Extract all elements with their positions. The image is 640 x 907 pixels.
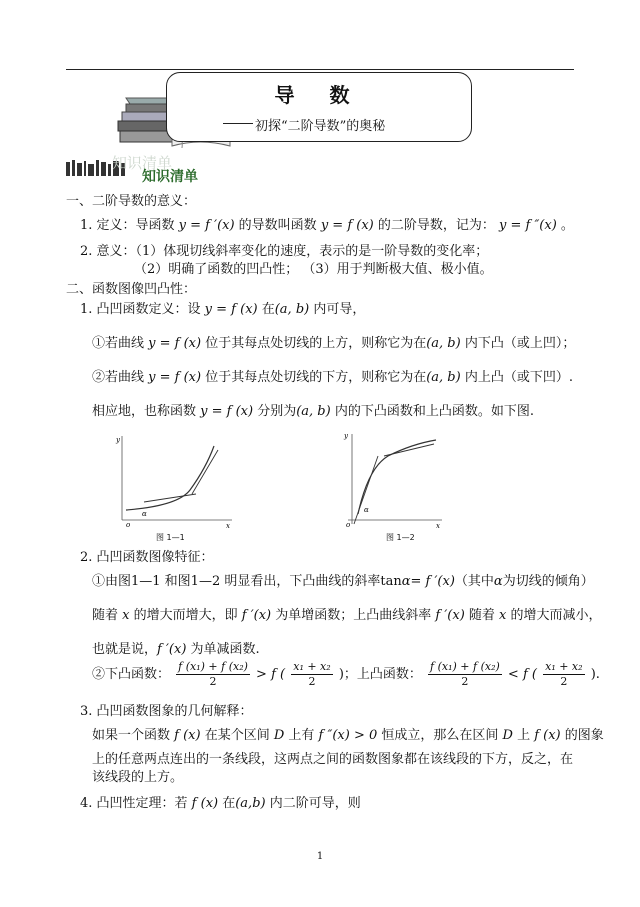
geometric-line-2: 上的任意两点连出的一条线段，这两点之间的函数图象都在该线段的下方，反之，在 (92, 752, 574, 767)
subtitle-dash (223, 123, 253, 124)
tangent-line-2 (192, 450, 218, 494)
figure-1-1 (108, 428, 238, 532)
fraction: $\frac{\text{f (x₁) + f (x₂)}}{2}$ (178, 660, 248, 688)
section-tag-label: 知识清单 (142, 169, 198, 185)
page-number: 1 (316, 851, 324, 862)
alpha-label: α (364, 506, 369, 514)
meaning-line-1: 2. 意义：（1）体现切线斜率变化的速度，表示的是一阶导数的变化率； (80, 244, 489, 259)
fraction: $\frac{\text{x₁ + x₂}}{2}$ (545, 660, 583, 688)
y-label: y (116, 436, 120, 444)
fraction: $\frac{\text{x₁ + x₂}}{2}$ (293, 660, 331, 688)
meaning-line-2: （2）明确了函数的凹凸性； （3）用于判断极大值、极小值。 (134, 262, 493, 277)
figure-1-2 (338, 428, 448, 532)
convex-def-c: 相应地，也称函数 y = f (x) 分别为(a, b) 内的下凸函数和上凸函数。如下图. (92, 404, 534, 419)
page-subtitle: 初探“二阶导数”的奥秘 (255, 119, 386, 134)
features-heading: 2. 凸凹函数图像特征： (80, 550, 214, 565)
heading-1: 一、二阶导数的意义： (66, 194, 197, 209)
x-label: x (436, 522, 440, 530)
theorem-line: 4. 凸凹性定理：若 f (x) 在(a,b) 内二阶可导，则 (80, 796, 361, 811)
definition-line: 1. 定义：导函数 y = f ′(x) 的导数叫函数 y = f (x) 的二阶导数，记为： y = f ″(x) 。 (80, 218, 574, 233)
convex-def-line: 1. 凸凹函数定义：设 y = f (x) 在(a, b) 内可导， (80, 302, 366, 317)
section-tag-shadow: 知识清单 (112, 154, 173, 172)
geometric-heading: 3. 凸凹函数图象的几何解释： (80, 704, 253, 719)
alpha-label: α (142, 510, 147, 518)
feature-line-2: 随着 x 的增大而增大，即 f ′(x) 为单增函数；上凸曲线斜率 f ′(x) 随着 x 的增大而减小， (92, 608, 602, 623)
tangent-line-2 (384, 444, 434, 456)
figure-1-1-caption: 图 1—1 (156, 533, 185, 542)
geometric-line-3: 该线段的上方。 (92, 770, 184, 785)
origin-label: o (346, 521, 351, 529)
figure-1-2-caption: 图 1—2 (386, 533, 415, 542)
convex-def-a: ①若曲线 y = f (x) 位于其每点处切线的上方，则称它为在(a, b) 内下凸（或上凹）； (92, 336, 576, 351)
geometric-line-1: 如果一个函数 f (x) 在某个区间 D 上有 f ″(x) > 0 恒成立，那么在区间 D 上 f (x) 的图象 (92, 728, 604, 743)
fraction: $\frac{\text{f (x₁) + f (x₂)}}{2}$ (430, 660, 500, 688)
header-rule (66, 69, 574, 70)
jensen-line: ②下凸函数： $\frac{\text{f (x₁) + f (x₂)}}{2}$ > f ( $\frac{\text{x₁ + x₂}}{2}$ )；上凸函数： $\frac{\text{f (x₁) + f (x₂)}}{2}$ < f ( $\frac{\text{x₁ + x₂}}{2}$ ). (92, 660, 600, 688)
concave-curve (358, 440, 436, 514)
convex-def-b: ②若曲线 y = f (x) 位于其每点处切线的下方，则称它为在(a, b) 内上凸（或下凹）. (92, 370, 573, 385)
convex-curve (126, 446, 214, 510)
tangent-line (144, 494, 196, 502)
origin-label: o (126, 521, 131, 529)
feature-line-3: 也就是说，f ′(x) 为单减函数. (92, 642, 260, 657)
page-title: 导 数 (274, 83, 364, 107)
feature-line-1: ①由图1—1 和图1—2 明显看出，下凸曲线的斜率tanα= f ′(x)（其中α为切线的倾角） (92, 574, 594, 589)
y-label: y (344, 432, 348, 440)
title-box (166, 72, 472, 142)
x-label: x (226, 522, 230, 530)
heading-2: 二、函数图像凹凸性： (66, 282, 197, 297)
